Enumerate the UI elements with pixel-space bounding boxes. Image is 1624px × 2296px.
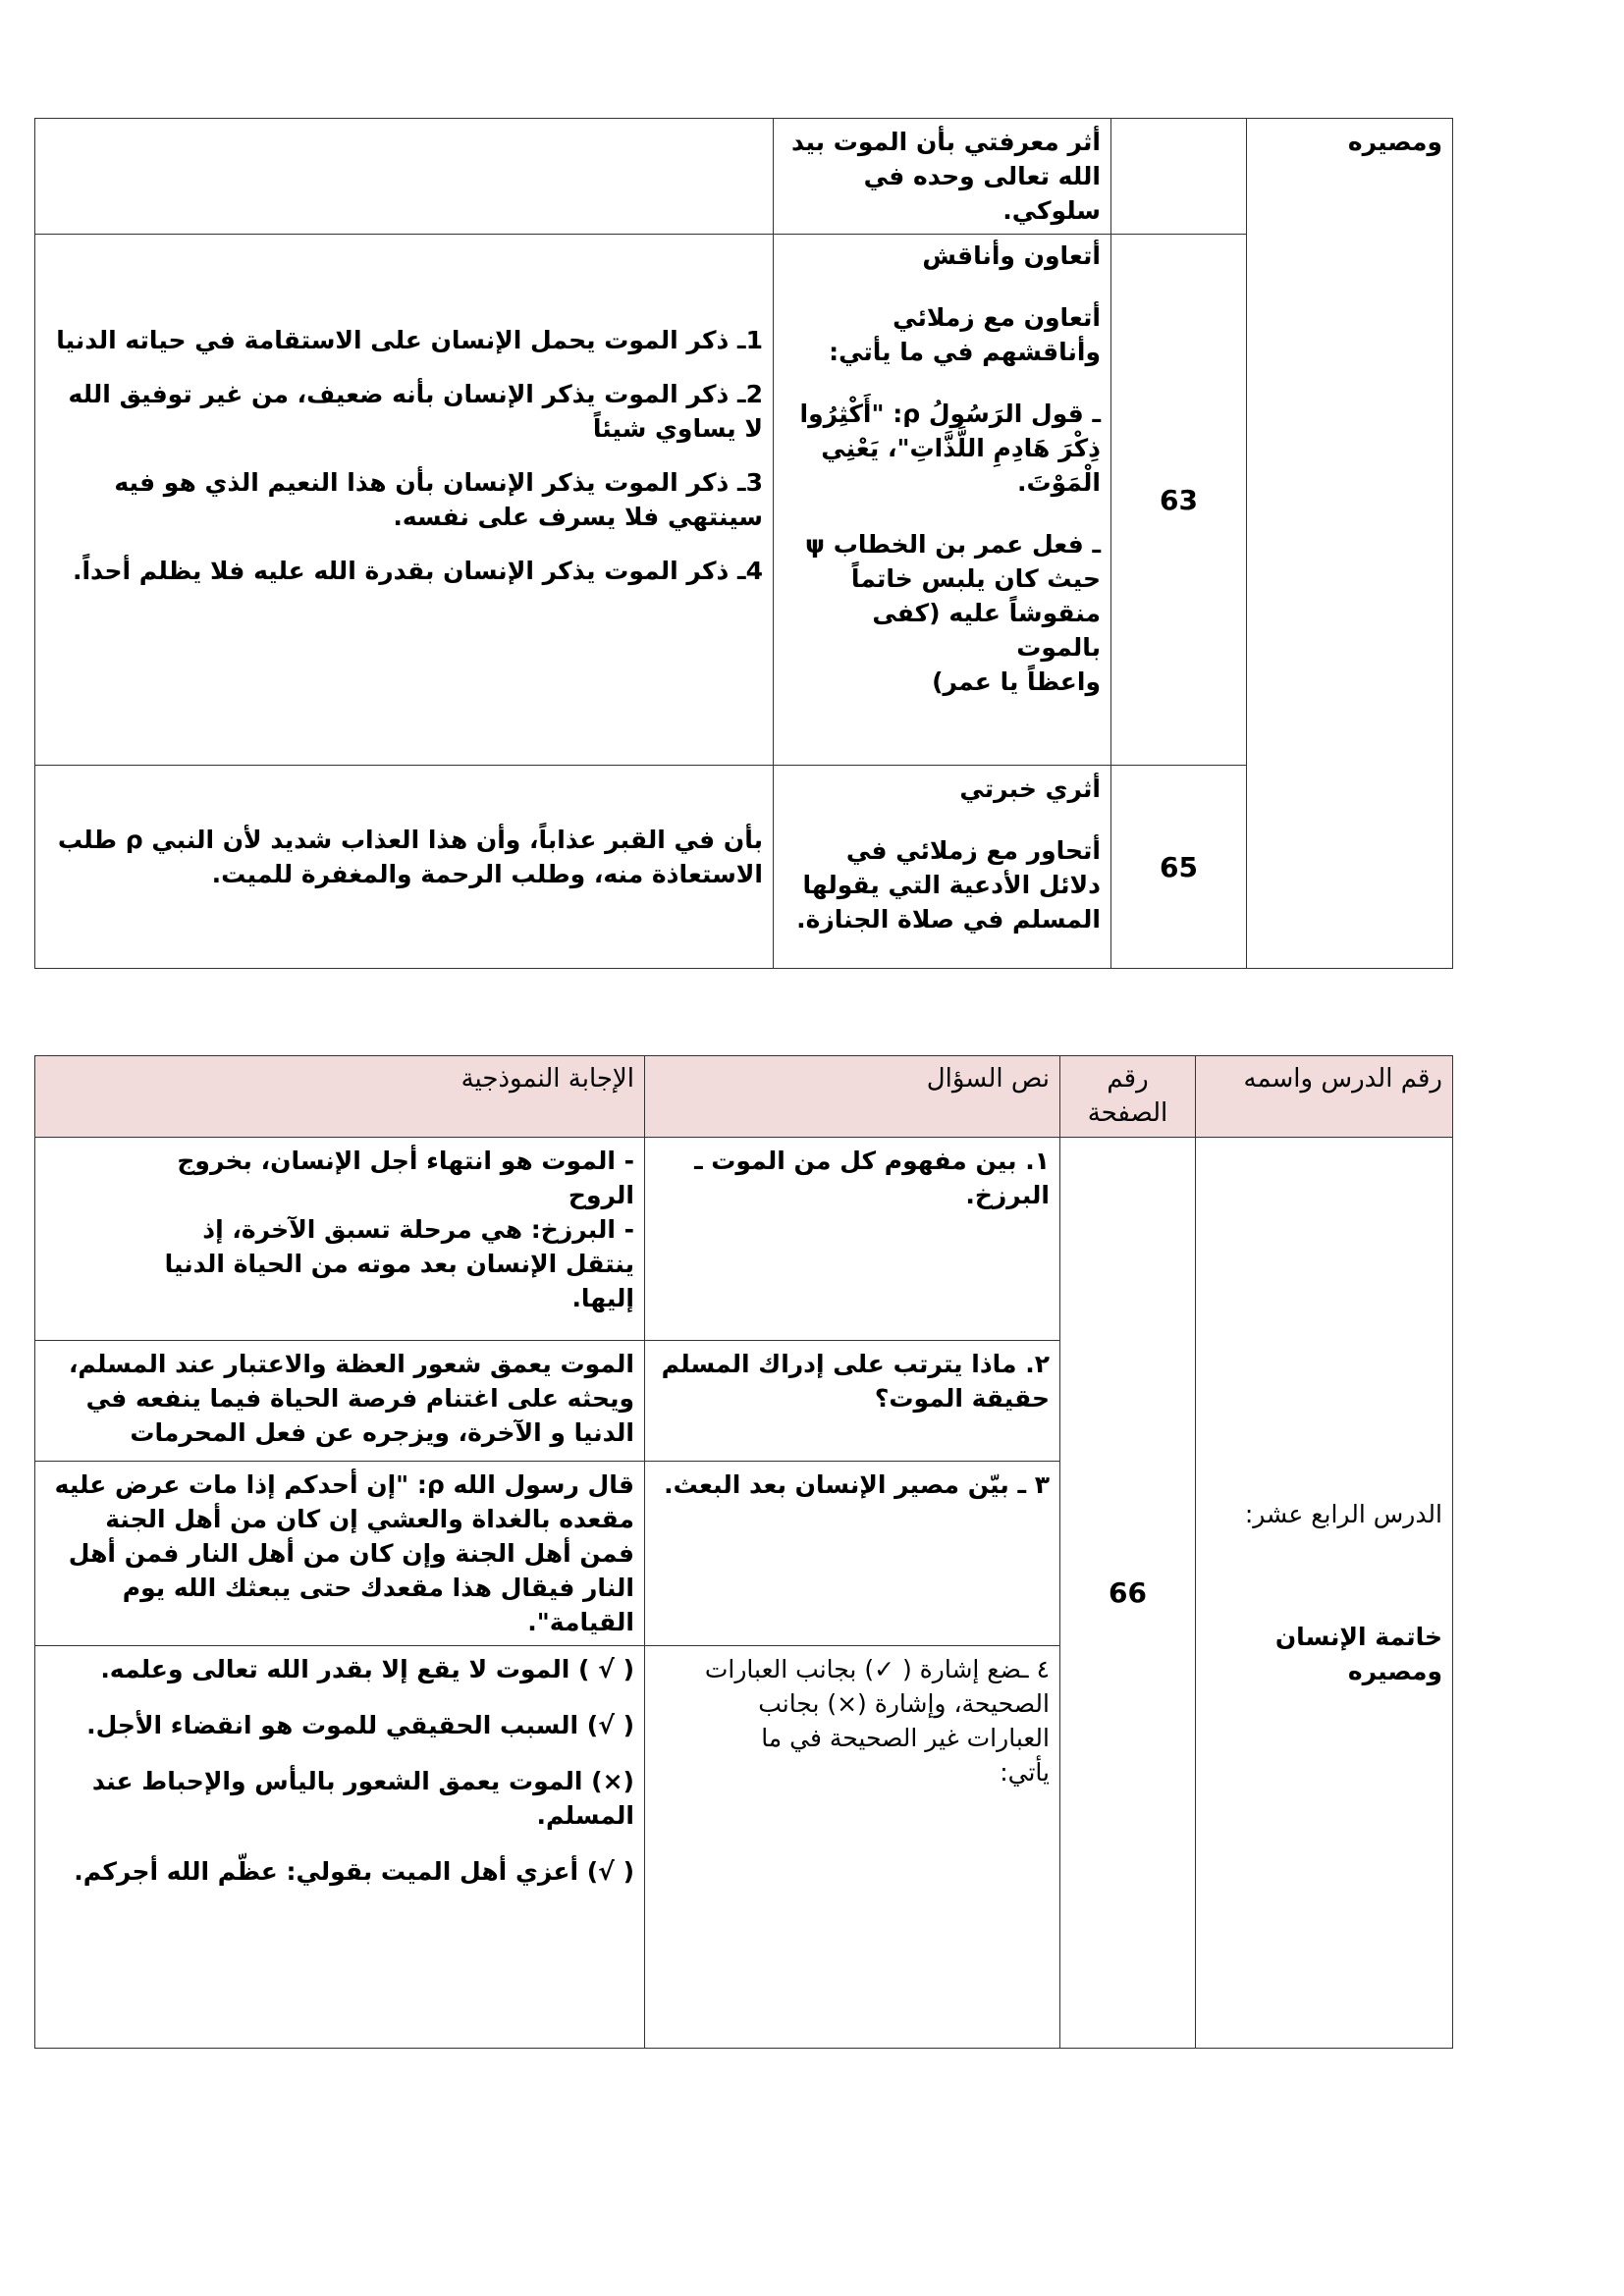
question-text: ٤ ـضع إشارة ( ✓) بجانب العبارات الصحيحة، وإشارة (×) بجانب العبارات غير الصحيحة في ما يأتي: bbox=[704, 1655, 1050, 1787]
question-line: حيث كان يلبس خاتماً bbox=[850, 564, 1101, 593]
answer-item: - الموت هو انتهاء أجل الإنسان، بخروج الروح bbox=[177, 1147, 634, 1209]
header-page: رقم الصفحة bbox=[1060, 1056, 1196, 1138]
question-line: أتعاون مع زملائي bbox=[893, 303, 1101, 332]
question-line: ذِكْرَ هَادِمِ اللَّذَّاتِ"، يَعْنِي bbox=[821, 434, 1101, 462]
question-line: وأناقشهم في ما يأتي: bbox=[829, 338, 1101, 366]
answer-text: بأن في القبر عذاباً، وأن هذا العذاب شديد لأن النبي ρ طلب الاستعاذة منه، وطلب الرحمة والمغفرة للميت. bbox=[57, 826, 763, 888]
lesson-name: خاتمة الإنسان ومصيره bbox=[1274, 1623, 1442, 1685]
question-cell bbox=[774, 235, 1111, 766]
lesson-name-tail: ومصيره bbox=[1347, 128, 1442, 156]
answer-item: 3ـ ذكر الموت يذكر الإنسان بأن هذا النعيم الذي هو فيه سينتهي فلا يسرف على نفسه. bbox=[114, 468, 763, 531]
table-row bbox=[35, 1138, 1453, 1341]
answer-item: 2ـ ذكر الموت يذكر الإنسان بأنه ضعيف، من غير توفيق الله لا يساوي شيئاً bbox=[68, 380, 763, 443]
page-number: 66 bbox=[1109, 1576, 1147, 1609]
question-cell bbox=[645, 1462, 1060, 1646]
question-line: المسلم في صلاة الجنازة. bbox=[796, 905, 1101, 934]
question-cell bbox=[774, 766, 1111, 969]
answer-item: 1ـ ذكر الموت يحمل الإنسان على الاستقامة في حياته الدنيا bbox=[56, 326, 763, 354]
question-line: أثري خبرتي bbox=[959, 774, 1101, 803]
table-header-row bbox=[35, 1056, 1453, 1138]
question-line: ـ قول الرَسُولُ ρ: "أَكْثِرُوا bbox=[799, 400, 1101, 428]
answer-text: الموت يعمق شعور العظة والاعتبار عند المسلم، ويحثه على اغتنام فرصة الحياة فيما ينفعه في الدنيا و الآخرة، ويزجره عن فعل المحرمات bbox=[68, 1350, 634, 1447]
answer-cell bbox=[35, 235, 774, 766]
page-number-cell bbox=[1060, 1138, 1196, 2049]
question-line: ـ فعل عمر بن الخطاب ψ bbox=[805, 530, 1101, 559]
question-line: واعظاً يا عمر) bbox=[932, 667, 1101, 696]
answer-cell bbox=[35, 1341, 645, 1462]
question-line: أتحاور مع زملائي في bbox=[845, 836, 1101, 865]
page-number-cell bbox=[1111, 119, 1247, 235]
question-text: ٢. ماذا يترتب على إدراك المسلم حقيقة الموت؟ bbox=[661, 1350, 1050, 1413]
page-number: 63 bbox=[1160, 483, 1198, 516]
answer-item: ( √) أعزي أهل الميت بقولي: عظّم الله أجركم. bbox=[74, 1857, 634, 1886]
page-number-cell bbox=[1111, 235, 1247, 766]
answer-item: (×) الموت يعمق الشعور باليأس والإحباط عند المسلم. bbox=[91, 1767, 634, 1830]
answer-cell bbox=[35, 1646, 645, 2049]
table-row bbox=[35, 119, 1453, 235]
lesson-name-cell bbox=[1196, 1138, 1453, 2049]
header-lesson: رقم الدرس واسمه bbox=[1196, 1056, 1453, 1138]
lesson-number: الدرس الرابع عشر: bbox=[1244, 1500, 1442, 1528]
answer-cell bbox=[35, 766, 774, 969]
question-line: أتعاون وأناقش bbox=[922, 241, 1101, 270]
question-line: الْمَوْتَ. bbox=[1016, 468, 1101, 497]
answer-cell bbox=[35, 1138, 645, 1341]
question-cell bbox=[645, 1646, 1060, 2049]
lesson-review-table bbox=[34, 1055, 1453, 2049]
table-row bbox=[35, 235, 1453, 766]
header-question: نص السؤال bbox=[645, 1056, 1060, 1138]
answer-text: قال رسول الله ρ: "إن أحدكم إذا مات عرض عليه مقعده بالغداة والعشي إن كان من أهل الجنة فمن أهل الجنة وإن كان من أهل النار فمن أهل النار فيقال هذا مقعدك حتى يبعثك الله يوم القيامة". bbox=[54, 1470, 634, 1636]
lesson-review-table-continued bbox=[34, 118, 1453, 969]
answer-item: ( √ ) الموت لا يقع إلا بقدر الله تعالى وعلمه. bbox=[100, 1655, 634, 1683]
answer-cell bbox=[35, 1462, 645, 1646]
question-cell bbox=[774, 119, 1111, 235]
table-row bbox=[35, 766, 1453, 969]
question-text: ١. بين مفهوم كل من الموت ـ البرزخ. bbox=[694, 1147, 1050, 1209]
page-number-cell bbox=[1111, 766, 1247, 969]
question-text: أثر معرفتي بأن الموت بيد الله تعالى وحده في سلوكي. bbox=[791, 128, 1101, 225]
question-line: منقوشاً عليه (كفى بالموت bbox=[872, 599, 1101, 662]
answer-item: ( √) السبب الحقيقي للموت هو انقضاء الأجل. bbox=[86, 1711, 634, 1739]
answer-item: 4ـ ذكر الموت يذكر الإنسان بقدرة الله عليه فلا يظلم أحداً. bbox=[72, 557, 763, 585]
question-text: ٣ ـ بيّن مصير الإنسان بعد البعث. bbox=[664, 1470, 1050, 1499]
question-line: دلائل الأدعية التي يقولها bbox=[802, 871, 1101, 899]
question-cell bbox=[645, 1138, 1060, 1341]
question-cell bbox=[645, 1341, 1060, 1462]
page-number: 65 bbox=[1160, 850, 1198, 883]
header-answer: الإجابة النموذجية bbox=[35, 1056, 645, 1138]
answer-item: - البرزخ: هي مرحلة تسبق الآخرة، إذ ينتقل الإنسان بعد موته من الحياة الدنيا إليها. bbox=[164, 1215, 634, 1312]
answer-cell bbox=[35, 119, 774, 235]
lesson-name-cell bbox=[1247, 119, 1453, 969]
